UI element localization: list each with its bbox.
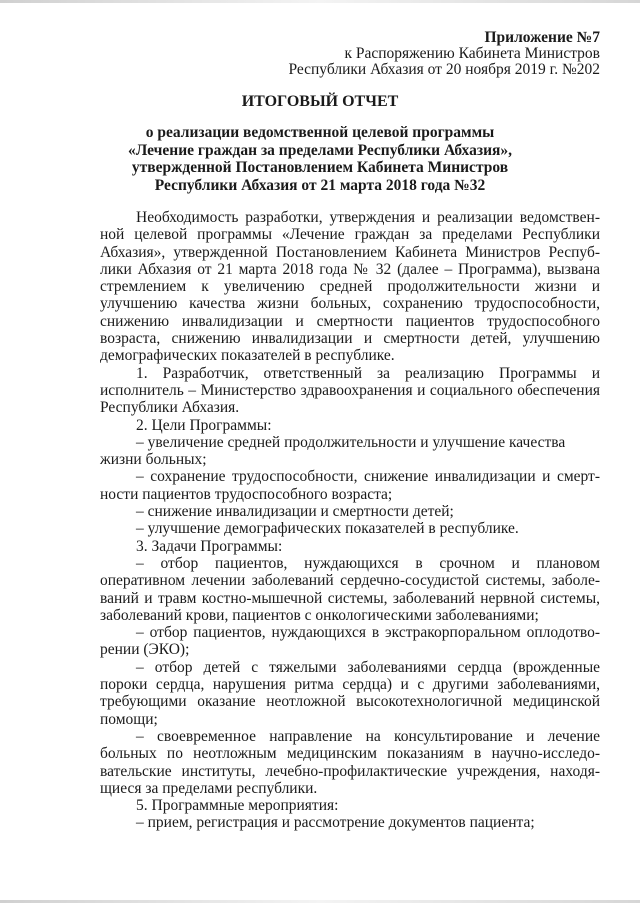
subtitle-line: утвержденной Постановлением Кабинета Министров bbox=[131, 159, 509, 177]
paragraph bbox=[100, 468, 600, 503]
paragraph-line: – улучшение демографических показателей в республике. bbox=[136, 520, 519, 538]
paragraph-line: щиеся за пределами республики. bbox=[100, 779, 318, 797]
paragraph bbox=[100, 659, 600, 728]
paragraph-line: – прием, регистрация и рассмотрение документов пациента; bbox=[136, 814, 535, 832]
paragraph bbox=[100, 209, 600, 365]
paragraph-line: снижению инвалидизации и смертности пациентов трудоспособного bbox=[100, 312, 600, 330]
paragraph-line: ной целевой программы «Лечение граждан за пределами Республики bbox=[100, 226, 600, 244]
paragraph-line: исполнитель – Министерство здравоохранения и социального обеспечения bbox=[100, 381, 600, 399]
paragraph bbox=[100, 520, 600, 537]
paragraph-line: заболеваний крови, пациентов с онкологическими заболеваниями; bbox=[100, 606, 539, 624]
scan-edge-top bbox=[0, 0, 640, 3]
document-subtitle bbox=[0, 124, 640, 194]
subtitle-line: о реализации ведомственной целевой программы bbox=[145, 124, 495, 141]
paragraph-line: Необходимость разработки, утверждения и реализации ведомствен- bbox=[136, 209, 600, 226]
paragraph-line: лики Абхазия от 21 марта 2018 года № 32 (далее – Программа), вызвана bbox=[100, 260, 600, 278]
paragraph-line: 1. Разработчик, ответственный за реализацию Программы и bbox=[136, 364, 600, 382]
paragraph-line: – отбор пациентов, нуждающихся в срочном и плановом bbox=[136, 554, 600, 572]
paragraph-line: оперативном лечении заболеваний сердечно-сосудистой системы, заболе- bbox=[100, 572, 600, 590]
paragraph bbox=[100, 624, 600, 659]
paragraph bbox=[100, 728, 600, 797]
paragraph bbox=[100, 538, 600, 555]
paragraph-line: больных по неотложным медицинским показаниям в научно-исследо- bbox=[100, 745, 600, 763]
paragraph-line: требующими оказание неотложной высокотехнологичной медицинской bbox=[100, 693, 600, 711]
paragraph-line: ности пациентов трудоспособного возраста; bbox=[100, 485, 393, 503]
paragraph-line: Республики Абхазия. bbox=[100, 399, 240, 417]
paragraph-line: вательские институты, лечебно-профилактические учреждения, находя- bbox=[100, 762, 600, 780]
paragraph-line: 2. Цели Программы: bbox=[136, 416, 272, 434]
paragraph-line: демографических показателей в республике. bbox=[100, 347, 395, 365]
paragraph-line: улучшению качества жизни больных, сохранению трудоспособности, bbox=[100, 295, 600, 313]
appendix-header bbox=[288, 30, 600, 78]
paragraph bbox=[100, 365, 600, 417]
paragraph-line: жизни больных; bbox=[100, 451, 207, 469]
document-title: ИТОГОВЫЙ ОТЧЕТ bbox=[241, 93, 399, 110]
paragraph-line: 3. Задачи Программы: bbox=[136, 537, 283, 555]
paragraph bbox=[100, 434, 600, 469]
paragraph-line: – увеличение средней продолжительности и улучшение качества bbox=[136, 433, 566, 451]
paragraph bbox=[100, 555, 600, 624]
paragraph bbox=[100, 797, 600, 814]
paragraph-line: – отбор пациентов, нуждающихся в экстракорпоральном оплодотво- bbox=[136, 624, 600, 642]
subtitle-line: «Лечение граждан за пределами Республики Абхазия», bbox=[127, 141, 513, 159]
paragraph-line: – своевременное направление на консультирование и лечение bbox=[136, 727, 600, 745]
document-body bbox=[100, 209, 600, 832]
paragraph-line: ваний и травм костно-мышечной системы, заболеваний нервной системы, bbox=[100, 589, 600, 607]
paragraph-line: помощи; bbox=[100, 710, 158, 728]
appendix-number: Приложение №7 bbox=[484, 29, 600, 46]
paragraph-line: пороки сердца, нарушения ритма сердца) и с другими заболеваниями, bbox=[100, 676, 600, 694]
paragraph-line: рении (ЭКО); bbox=[100, 641, 190, 659]
paragraph bbox=[100, 503, 600, 520]
paragraph-line: возраста, снижению инвалидизации и смертности детей, улучшению bbox=[100, 330, 600, 348]
paragraph bbox=[100, 814, 600, 831]
appendix-line-2: Республики Абхазия от 20 ноября 2019 г. №202 bbox=[288, 61, 600, 78]
paragraph bbox=[100, 417, 600, 434]
paragraph-line: стремлением к увеличению средней продолжительности жизни и bbox=[100, 278, 600, 296]
paragraph-line: – отбор детей с тяжелыми заболеваниями сердца (врожденные bbox=[136, 658, 600, 676]
paragraph-line: – сохранение трудоспособности, снижение инвалидизации и смерт- bbox=[136, 468, 600, 486]
scan-edge-bottom bbox=[0, 900, 640, 903]
paragraph-line: 5. Программные мероприятия: bbox=[136, 797, 339, 815]
paragraph-line: Абхазия», утвержденной Постановлением Кабинета Министров Респуб- bbox=[100, 243, 600, 261]
appendix-line-1: к Распоряжению Кабинета Министров bbox=[344, 45, 600, 62]
paragraph-line: – снижение инвалидизации и смертности детей; bbox=[136, 503, 454, 521]
subtitle-line: Республики Абхазия от 21 марта 2018 года №32 bbox=[154, 176, 486, 194]
